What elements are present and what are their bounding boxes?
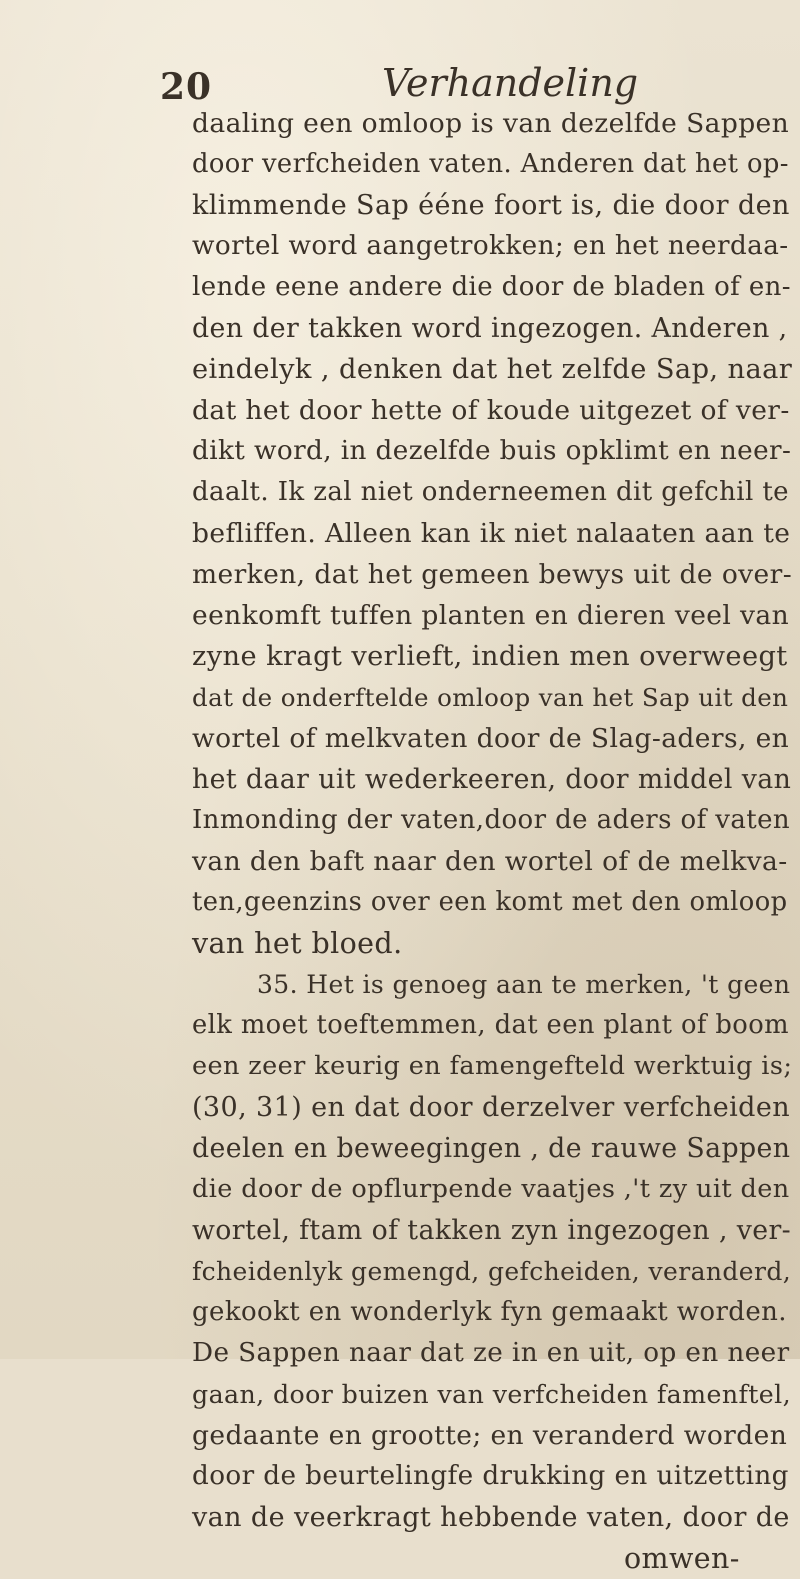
text-line: klimmende Sap ééne foort is, die door den: [192, 190, 790, 221]
running-head: Verhandeling: [382, 61, 639, 105]
text-line: door de beurtelingfe drukking en uitzetting: [192, 1461, 789, 1491]
text-line: daalt. Ik zal niet onderneemen dit gefchil te: [192, 477, 789, 507]
text-line: het daar uit wederkeeren, door middel van: [192, 764, 792, 795]
text-line: gedaante en grootte; en veranderd worden: [192, 1420, 788, 1451]
text-line: wortel of melkvaten door de Slag-aders, en: [192, 723, 790, 754]
text-line: befliffen. Alleen kan ik niet nalaaten aan te: [192, 518, 791, 549]
page-number: 20: [160, 66, 213, 108]
catchword: omwen-: [624, 1542, 740, 1575]
text-line: (30, 31) en dat door derzelver verfcheiden: [192, 1092, 791, 1123]
text-line: een zeer keurig en famengefteld werktuig is;: [192, 1051, 793, 1081]
text-line: die door de opflurpende vaatjes ,'t zy uit den: [192, 1174, 790, 1204]
text-line: dat het door hette of koude uitgezet of ver-: [192, 395, 790, 426]
text-line: van den baft naar den wortel of de melkva-: [192, 846, 788, 877]
text-line: door verfcheiden vaten. Anderen dat het op-: [192, 149, 789, 179]
section-35-start-line: 35. Het is genoeg aan te merken, 't geen: [257, 970, 791, 999]
text-line: wortel, ftam of takken zyn ingezogen , ver-: [192, 1215, 792, 1246]
text-line: den der takken word ingezogen. Anderen ,: [192, 313, 788, 344]
text-line: De Sappen naar dat ze in en uit, op en neer: [192, 1338, 790, 1368]
text-line: lende eene andere die door de bladen of en-: [192, 272, 791, 302]
text-line: deelen en beweegingen , de rauwe Sappen: [192, 1133, 791, 1164]
text-line: eindelyk , denken dat het zelfde Sap, naar: [192, 354, 793, 385]
text-line: van de veerkragt hebbende vaten, door de: [192, 1502, 790, 1533]
text-line: merken, dat het gemeen bewys uit de over-: [192, 559, 793, 590]
text-line: dikt word, in dezelfde buis opklimt en neer-: [192, 436, 792, 466]
body-text: [192, 103, 792, 1579]
text-line: ten,geenzins over een komt met den omloop: [192, 887, 788, 917]
text-line: dat de onderftelde omloop van het Sap uit den: [192, 683, 789, 712]
text-line: fcheidenlyk gemengd, gefcheiden, veranderd,: [192, 1257, 792, 1286]
text-line: gaan, door buizen van verfcheiden famenftel,: [192, 1380, 792, 1409]
text-line: daaling een omloop is van dezelfde Sappen: [192, 108, 790, 139]
text-line: eenkomft tuffen planten en dieren veel van: [192, 600, 790, 631]
text-line: Inmonding der vaten,door de aders of vaten: [192, 805, 791, 835]
text-line: elk moet toeftemmen, dat een plant of boom: [192, 1010, 789, 1040]
text-line: wortel word aangetrokken; en het neerdaa-: [192, 231, 789, 261]
text-line: zyne kragt verlieft, indien men overweegt: [192, 641, 788, 672]
text-line: van het bloed.: [192, 927, 403, 960]
text-line: gekookt en wonderlyk fyn gemaakt worden.: [192, 1297, 787, 1327]
